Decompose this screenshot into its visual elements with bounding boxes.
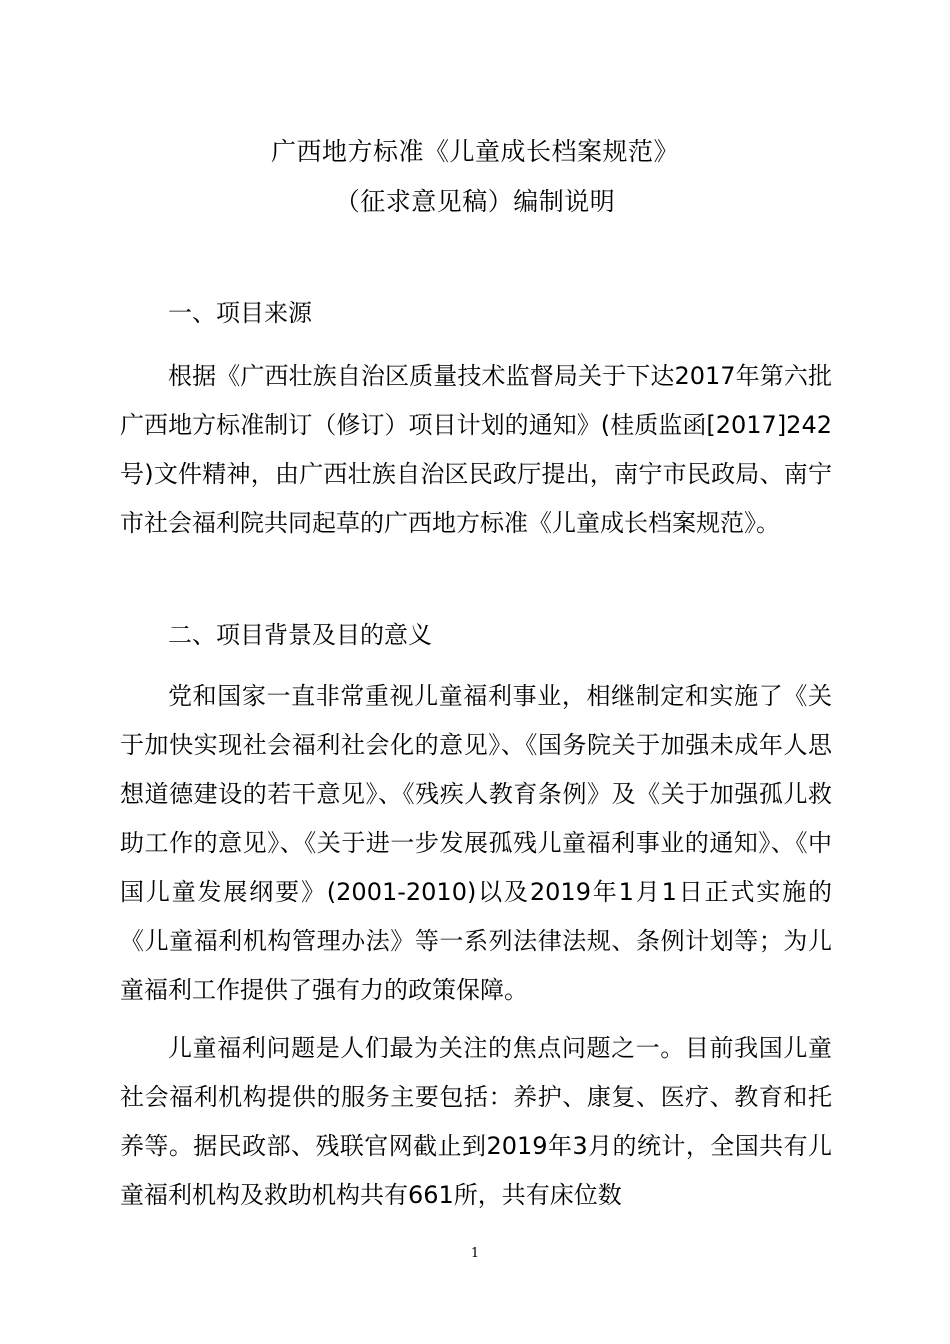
section-heading-source: 一、项目来源 xyxy=(168,299,312,327)
paragraph-background-2: 儿童福利问题是人们最为关注的焦点问题之一。目前我国儿童社会福利机构提供的服务主要包括：养护、康复、医疗、教育和托养等。据民政部、残联官网截止到2019年3月的统计，全国共有儿童福利机构及救助机构共有661所，共有床位数 xyxy=(120,1034,832,1209)
document-title-line-1: 广西地方标准《儿童成长档案规范》 xyxy=(270,137,679,166)
section-heading-background: 二、项目背景及目的意义 xyxy=(168,621,432,649)
page-number: 1 xyxy=(470,1246,480,1261)
paragraph-source: 根据《广西壮族自治区质量技术监督局关于下达2017年第六批广西地方标准制订（修订）项目计划的通知》(桂质监函[2017]242号)文件精神，由广西壮族自治区民政厅提出，南宁市民政局、南宁市社会福利院共同起草的广西地方标准《儿童成长档案规范》。 xyxy=(120,362,832,537)
document-title-line-2: （征求意见稿）编制说明 xyxy=(334,187,616,216)
paragraph-background-1: 党和国家一直非常重视儿童福利事业，相继制定和实施了《关于加快实现社会福利社会化的意见》、《国务院关于加强未成年人思想道德建设的若干意见》、《残疾人教育条例》及《关于加强孤儿救助工作的意见》、《关于进一步发展孤残儿童福利事业的通知》、《中国儿童发展纲要》(2001-2010)以及2019年1月1日正式实施的《儿童福利机构管理办法》等一系列法律法规、条例计划等；为儿童福利工作提供了强有力的政策保障。 xyxy=(120,682,832,1004)
